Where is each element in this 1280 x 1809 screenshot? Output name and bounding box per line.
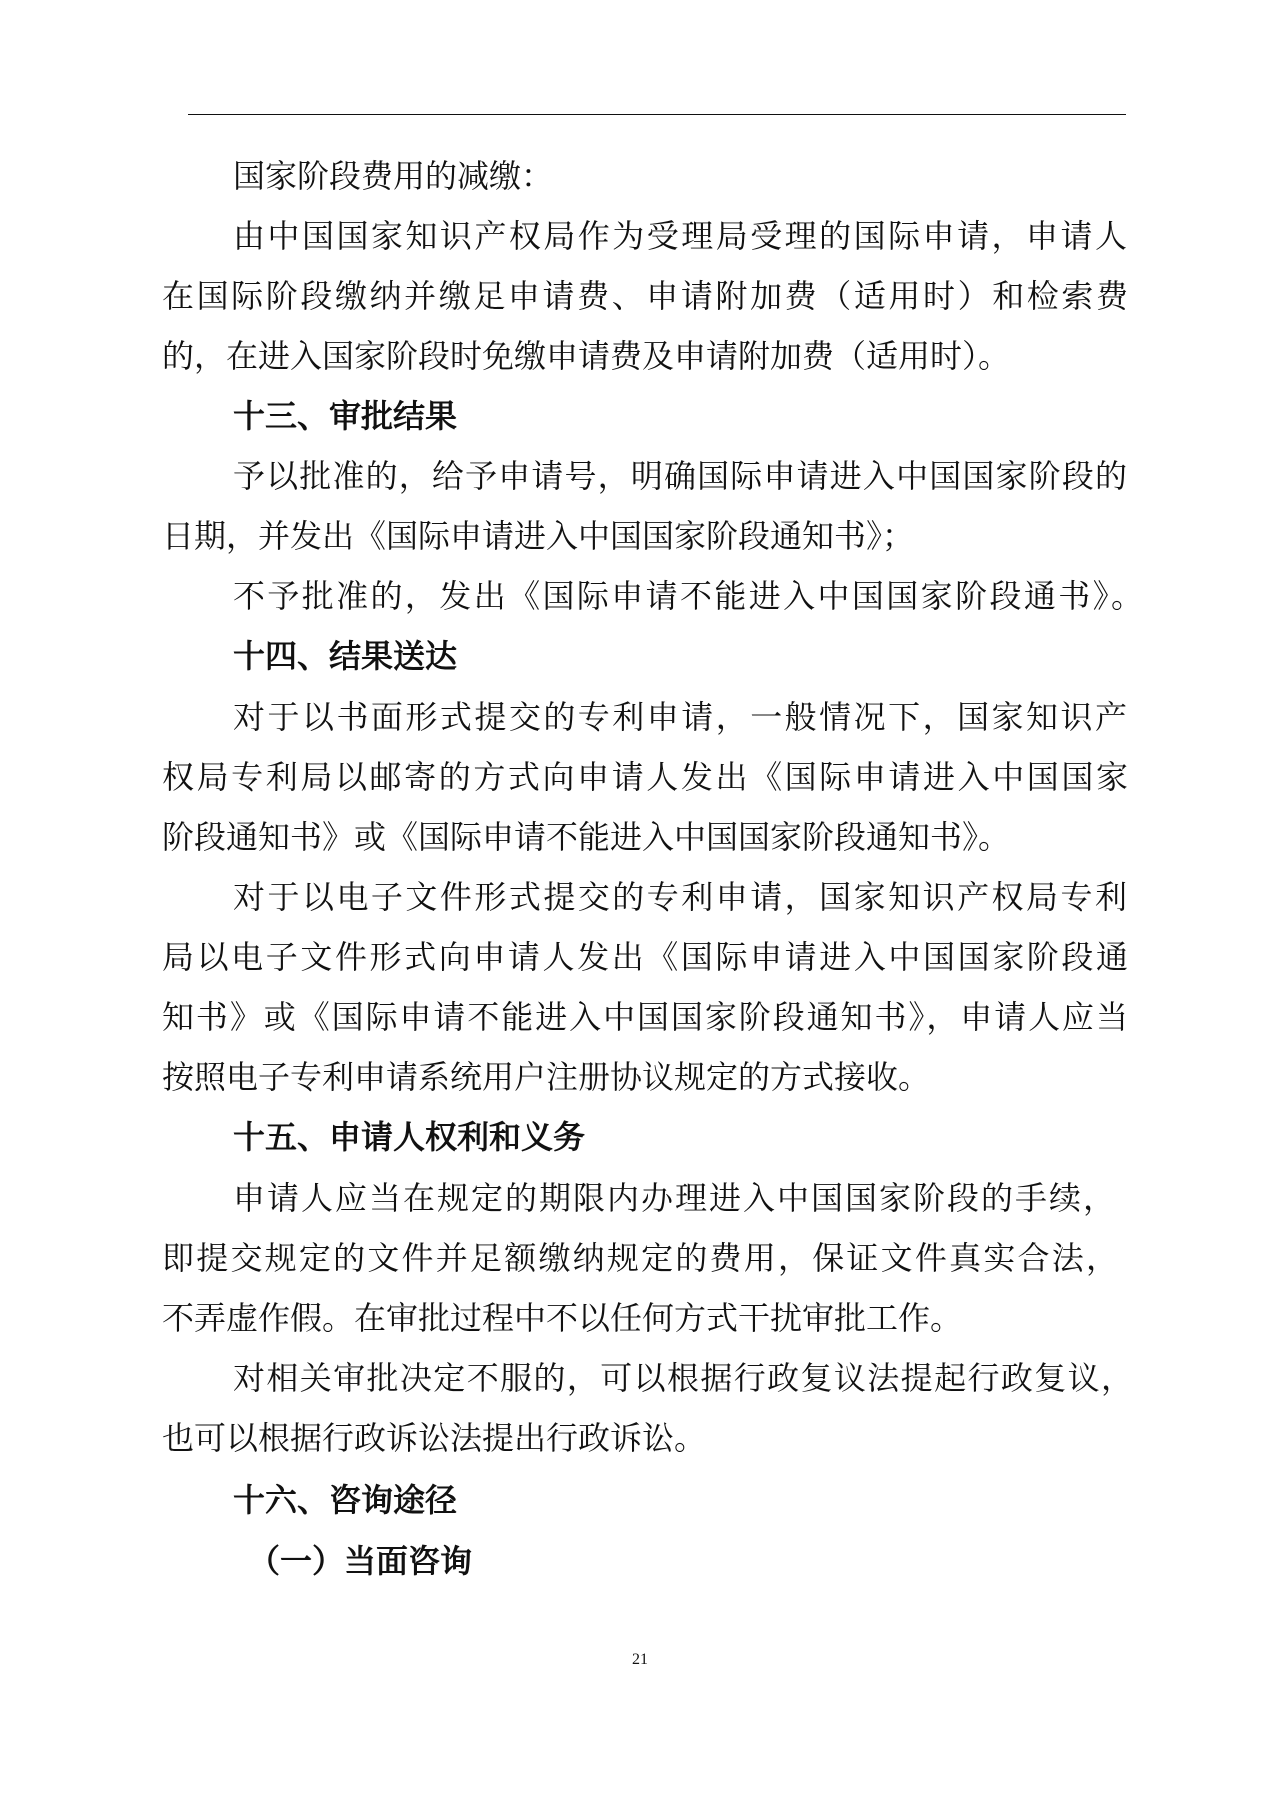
paragraph-line: 由中国国家知识产权局作为受理局受理的国际申请，申请人 bbox=[233, 217, 1127, 255]
paragraph-line: 对于以书面形式提交的专利申请，一般情况下，国家知识产 bbox=[233, 698, 1127, 736]
section-heading: 十五、申请人权利和义务 bbox=[233, 1118, 586, 1156]
header-rule bbox=[188, 114, 1126, 115]
paragraph-line: 的，在进入国家阶段时免缴申请费及申请附加费（适用时）。 bbox=[162, 337, 1011, 375]
paragraph-line: 不予批准的，发出《国际申请不能进入中国国家阶段通书》。 bbox=[233, 577, 1143, 615]
paragraph-line: 予以批准的，给予申请号，明确国际申请进入中国国家阶段的 bbox=[233, 457, 1127, 495]
section-heading: 十六、咨询途径 bbox=[233, 1481, 458, 1519]
paragraph-line: 按照电子专利申请系统用户注册协议规定的方式接收。 bbox=[162, 1058, 931, 1096]
paragraph-line: 阶段通知书》或《国际申请不能进入中国国家阶段通知书》。 bbox=[162, 818, 1011, 856]
paragraph-line: 权局专利局以邮寄的方式向申请人发出《国际申请进入中国国家 bbox=[162, 758, 1128, 796]
paragraph-line: 知书》或《国际申请不能进入中国国家阶段通知书》，申请人应当 bbox=[162, 998, 1128, 1036]
paragraph-line: 不弄虚作假。在审批过程中不以任何方式干扰审批工作。 bbox=[162, 1299, 963, 1337]
section-heading: 十三、审批结果 bbox=[233, 397, 458, 435]
paragraph-line: 也可以根据行政诉讼法提出行政诉讼。 bbox=[162, 1419, 707, 1457]
subsection-heading: （一）当面咨询 bbox=[248, 1542, 473, 1580]
paragraph-line: 局以电子文件形式向申请人发出《国际申请进入中国国家阶段通 bbox=[162, 938, 1128, 976]
paragraph-line: 在国际阶段缴纳并缴足申请费、申请附加费（适用时）和检索费 bbox=[162, 277, 1128, 315]
page-number: 21 bbox=[632, 1651, 648, 1668]
paragraph-line: 对于以电子文件形式提交的专利申请，国家知识产权局专利 bbox=[233, 878, 1127, 916]
paragraph-line: 对相关审批决定不服的，可以根据行政复议法提起行政复议， bbox=[233, 1359, 1133, 1397]
paragraph-line: 日期，并发出《国际申请进入中国国家阶段通知书》； bbox=[162, 517, 915, 555]
section-heading: 十四、结果送达 bbox=[233, 637, 458, 675]
paragraph-line: 即提交规定的文件并足额缴纳规定的费用，保证文件真实合法， bbox=[162, 1239, 1118, 1277]
paragraph-line: 申请人应当在规定的期限内办理进入中国国家阶段的手续， bbox=[233, 1179, 1115, 1217]
paragraph-line: 国家阶段费用的减缴： bbox=[233, 157, 554, 195]
